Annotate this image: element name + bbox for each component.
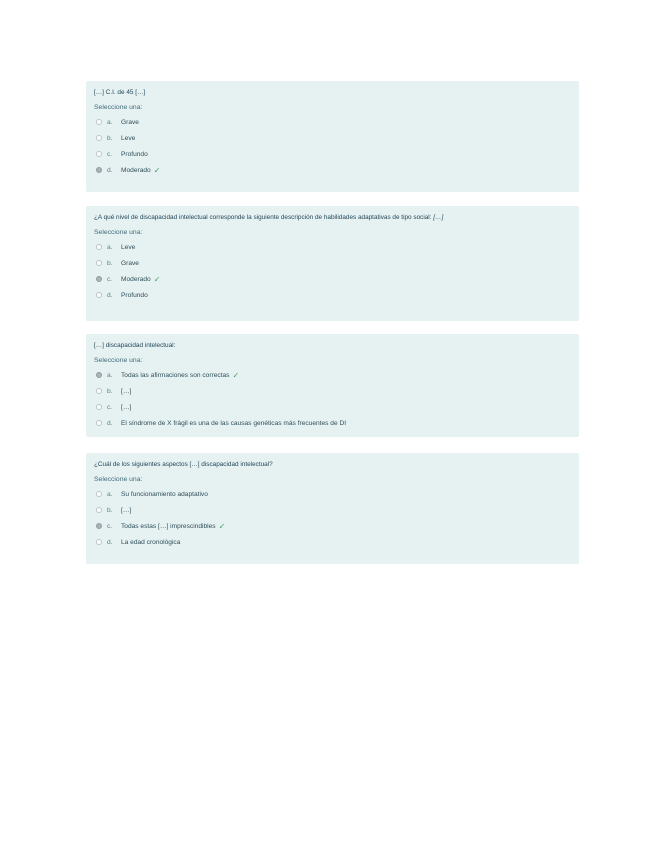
- option-label: […]: [121, 403, 132, 411]
- option-letter: d.: [107, 291, 113, 299]
- select-prompt: Seleccione una:: [94, 476, 143, 483]
- option-letter: c.: [107, 403, 113, 411]
- radio-button[interactable]: [96, 388, 102, 394]
- option-letter: b.: [107, 259, 113, 267]
- option-letter: c.: [107, 522, 113, 530]
- question-text: […] discapacidad intelectual:: [94, 342, 176, 349]
- option-label: Todas las afirmaciones son correctas: [121, 371, 230, 379]
- question-card-1: [86, 81, 579, 192]
- option-c[interactable]: [94, 146, 571, 162]
- option-label: Su funcionamiento adaptativo: [121, 490, 208, 498]
- option-label: Todas estas […] imprescindibles: [121, 522, 216, 530]
- option-label: El síndrome de X frágil es una de las causas genéticas más frecuentes de DI: [121, 419, 347, 427]
- radio-button[interactable]: [96, 119, 102, 125]
- question-text-main: ¿A qué nivel de discapacidad intelectual corresponde la siguiente descripción de habilidades adaptativas de tipo social:: [94, 214, 434, 221]
- question-text: […] C.I. de 45 […]: [94, 89, 146, 96]
- radio-button[interactable]: [96, 244, 102, 250]
- option-letter: d.: [107, 419, 113, 427]
- radio-button[interactable]: [96, 260, 102, 266]
- radio-button[interactable]: [96, 420, 102, 426]
- radio-button[interactable]: [96, 491, 102, 497]
- radio-button[interactable]: [96, 507, 102, 513]
- correct-check-icon: ✓: [232, 370, 240, 380]
- option-letter: b.: [107, 134, 113, 142]
- option-a[interactable]: [94, 486, 571, 502]
- option-a[interactable]: [94, 114, 571, 130]
- question-card-3: [86, 334, 579, 437]
- correct-check-icon: ✓: [218, 521, 226, 531]
- option-b[interactable]: [94, 255, 571, 271]
- option-d[interactable]: [94, 162, 571, 178]
- option-letter: a.: [107, 490, 113, 498]
- option-a[interactable]: [94, 367, 571, 383]
- correct-check-icon: ✓: [153, 274, 161, 284]
- select-prompt: Seleccione una:: [94, 229, 143, 236]
- option-letter: a.: [107, 243, 113, 251]
- option-b[interactable]: [94, 502, 571, 518]
- radio-button[interactable]: [96, 404, 102, 410]
- question-card-2: [86, 206, 579, 321]
- radio-button[interactable]: [96, 292, 102, 298]
- option-letter: b.: [107, 387, 113, 395]
- option-b[interactable]: [94, 383, 571, 399]
- option-label: La edad cronológica: [121, 538, 181, 546]
- option-b[interactable]: [94, 130, 571, 146]
- option-letter: a.: [107, 371, 113, 379]
- radio-button-selected[interactable]: [96, 276, 102, 282]
- radio-button-selected[interactable]: [96, 372, 102, 378]
- option-a[interactable]: [94, 239, 571, 255]
- option-letter: c.: [107, 150, 113, 158]
- option-letter: d.: [107, 538, 113, 546]
- option-label: Moderado: [121, 275, 151, 283]
- select-prompt: Seleccione una:: [94, 104, 143, 111]
- select-prompt: Seleccione una:: [94, 357, 143, 364]
- radio-button-selected[interactable]: [96, 523, 102, 529]
- option-d[interactable]: [94, 287, 571, 303]
- option-label: Grave: [121, 118, 139, 126]
- option-d[interactable]: [94, 534, 571, 550]
- option-d[interactable]: [94, 415, 571, 431]
- question-text: [94, 213, 571, 223]
- option-label: […]: [121, 506, 132, 514]
- option-label: Grave: [121, 259, 139, 267]
- option-c[interactable]: [94, 518, 571, 534]
- option-label: Moderado: [121, 166, 151, 174]
- option-letter: d.: [107, 166, 113, 174]
- option-label: Profundo: [121, 150, 148, 158]
- question-text: ¿Cuál de los siguientes aspectos […] discapacidad intelectual?: [94, 461, 273, 468]
- radio-button[interactable]: [96, 135, 102, 141]
- option-letter: a.: [107, 118, 113, 126]
- option-label: Leve: [121, 134, 136, 142]
- correct-check-icon: ✓: [153, 165, 161, 175]
- option-label: Leve: [121, 243, 136, 251]
- radio-button[interactable]: [96, 539, 102, 545]
- option-letter: c.: [107, 275, 113, 283]
- option-letter: b.: [107, 506, 113, 514]
- question-card-4: [86, 453, 579, 564]
- question-text-quote: […]: [433, 214, 444, 221]
- radio-button-selected[interactable]: [96, 167, 102, 173]
- option-label: Profundo: [121, 291, 148, 299]
- radio-button[interactable]: [96, 151, 102, 157]
- option-c[interactable]: [94, 399, 571, 415]
- option-label: […]: [121, 387, 132, 395]
- option-c[interactable]: [94, 271, 571, 287]
